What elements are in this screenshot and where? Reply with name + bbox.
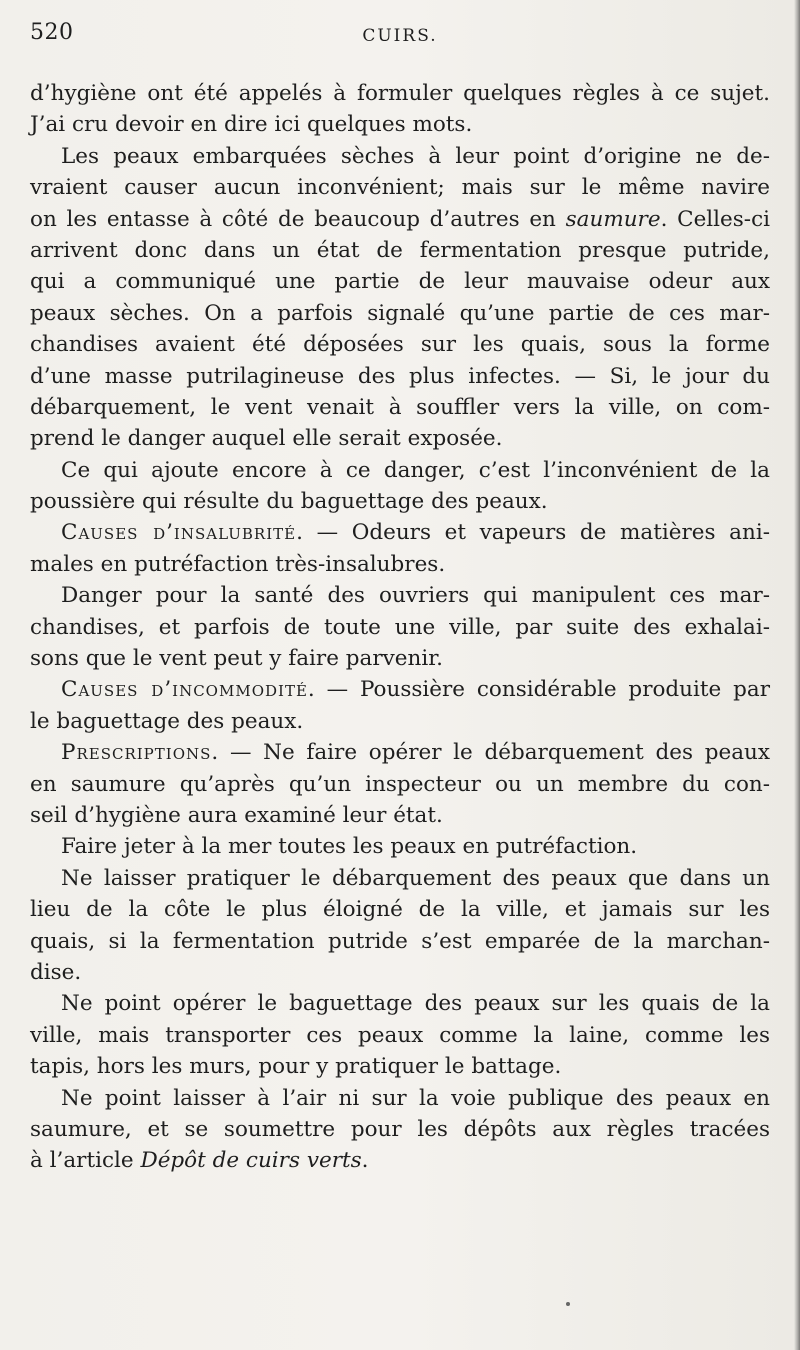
text-line: qui a communiqué une partie de leur mauvaise odeur aux	[30, 269, 770, 295]
text-line: poussière qui résulte du baguettage des peaux.	[30, 489, 548, 515]
text-line: Danger pour la santé des ouvriers qui manipulent ces mar-	[61, 583, 770, 609]
text-run: . Celles-ci	[660, 206, 770, 232]
text-line: saumure, et se soumettre pour les dépôts aux règles tracées	[30, 1116, 770, 1142]
text-line: tapis, hors les murs, pour y pratiquer le battage.	[30, 1054, 562, 1080]
text-line: débarquement, le vent venait à souffler vers la ville, on com-	[30, 394, 770, 420]
text-line: chandises, et parfois de toute une ville, par suite des exhalai-	[30, 614, 770, 640]
section-heading: Prescriptions	[61, 740, 212, 766]
text-line: en saumure qu’après qu’un inspecteur ou un membre du con-	[30, 771, 770, 797]
text-line	[30, 674, 770, 705]
text-run: on les entasse à côté de beaucoup d’autres en	[30, 206, 566, 232]
text-line: Faire jeter à la mer toutes les peaux en putréfaction.	[61, 834, 638, 860]
text-line: lieu de la côte le plus éloigné de la ville, et jamais sur les	[30, 897, 770, 923]
text-line	[30, 517, 770, 548]
text-line: Ce qui ajoute encore à ce danger, c’est l’inconvénient de la	[61, 457, 770, 483]
print-speck	[566, 1302, 570, 1306]
text-run: .	[361, 1148, 369, 1174]
section-heading: Causes d’incommodité	[61, 677, 308, 703]
text-line: d’hygiène ont été appelés à formuler quelques règles à ce sujet.	[30, 81, 770, 106]
text-run: . — Ne faire opérer le débarquement des peaux	[211, 740, 770, 766]
text-line: sons que le vent peut y faire parvenir.	[30, 646, 443, 672]
page-number: 520	[30, 20, 74, 45]
text-line: vraient causer aucun inconvénient; mais sur le même navire	[30, 175, 770, 201]
text-line: peaux sèches. On a parfois signalé qu’une partie de ces mar-	[30, 300, 770, 326]
text-line: seil d’hygiène aura examiné leur état.	[30, 802, 443, 828]
text-line: Ne point laisser à l’air ni sur la voie publique des peaux en	[61, 1085, 770, 1111]
page-edge-shadow	[794, 0, 800, 1350]
body-text	[30, 78, 770, 1177]
text-line: arrivent donc dans un état de fermentation presque putride,	[30, 237, 770, 263]
text-line: d’une masse putrilagineuse des plus infectes. — Si, le jour du	[30, 363, 770, 389]
text-line	[30, 204, 770, 235]
text-line: le baguettage des peaux.	[30, 708, 304, 734]
text-line: prend le danger auquel elle serait exposée.	[30, 426, 503, 452]
text-line: quais, si la fermentation putride s’est emparée de la marchan-	[30, 928, 770, 954]
italic-term: saumure	[565, 206, 661, 232]
text-run: . — Poussière considérable produite par	[307, 677, 770, 703]
text-run: . — Odeurs et vapeurs de matières ani-	[296, 520, 770, 546]
text-line: J’ai cru devoir en dire ici quelques mots.	[30, 112, 473, 138]
text-line: Ne point opérer le baguettage des peaux sur les quais de la	[61, 991, 770, 1017]
text-line: chandises avaient été déposées sur les quais, sous la forme	[30, 332, 770, 358]
text-line: ville, mais transporter ces peaux comme la laine, comme les	[30, 1022, 770, 1048]
italic-term: Dépôt de cuirs verts	[140, 1148, 362, 1174]
text-line: dise.	[30, 959, 82, 985]
running-head: CUIRS.	[362, 26, 438, 46]
text-line: males en putréfaction très-insalubres.	[30, 551, 446, 577]
text-line: Ne laisser pratiquer le débarquement des peaux que dans un	[61, 865, 770, 891]
text-run: à l’article	[30, 1148, 141, 1174]
text-line	[30, 1145, 770, 1176]
text-line	[30, 737, 770, 768]
section-heading: Causes d’insalubrité	[61, 520, 297, 546]
text-line: Les peaux embarquées sèches à leur point d’origine ne de-	[61, 143, 770, 169]
